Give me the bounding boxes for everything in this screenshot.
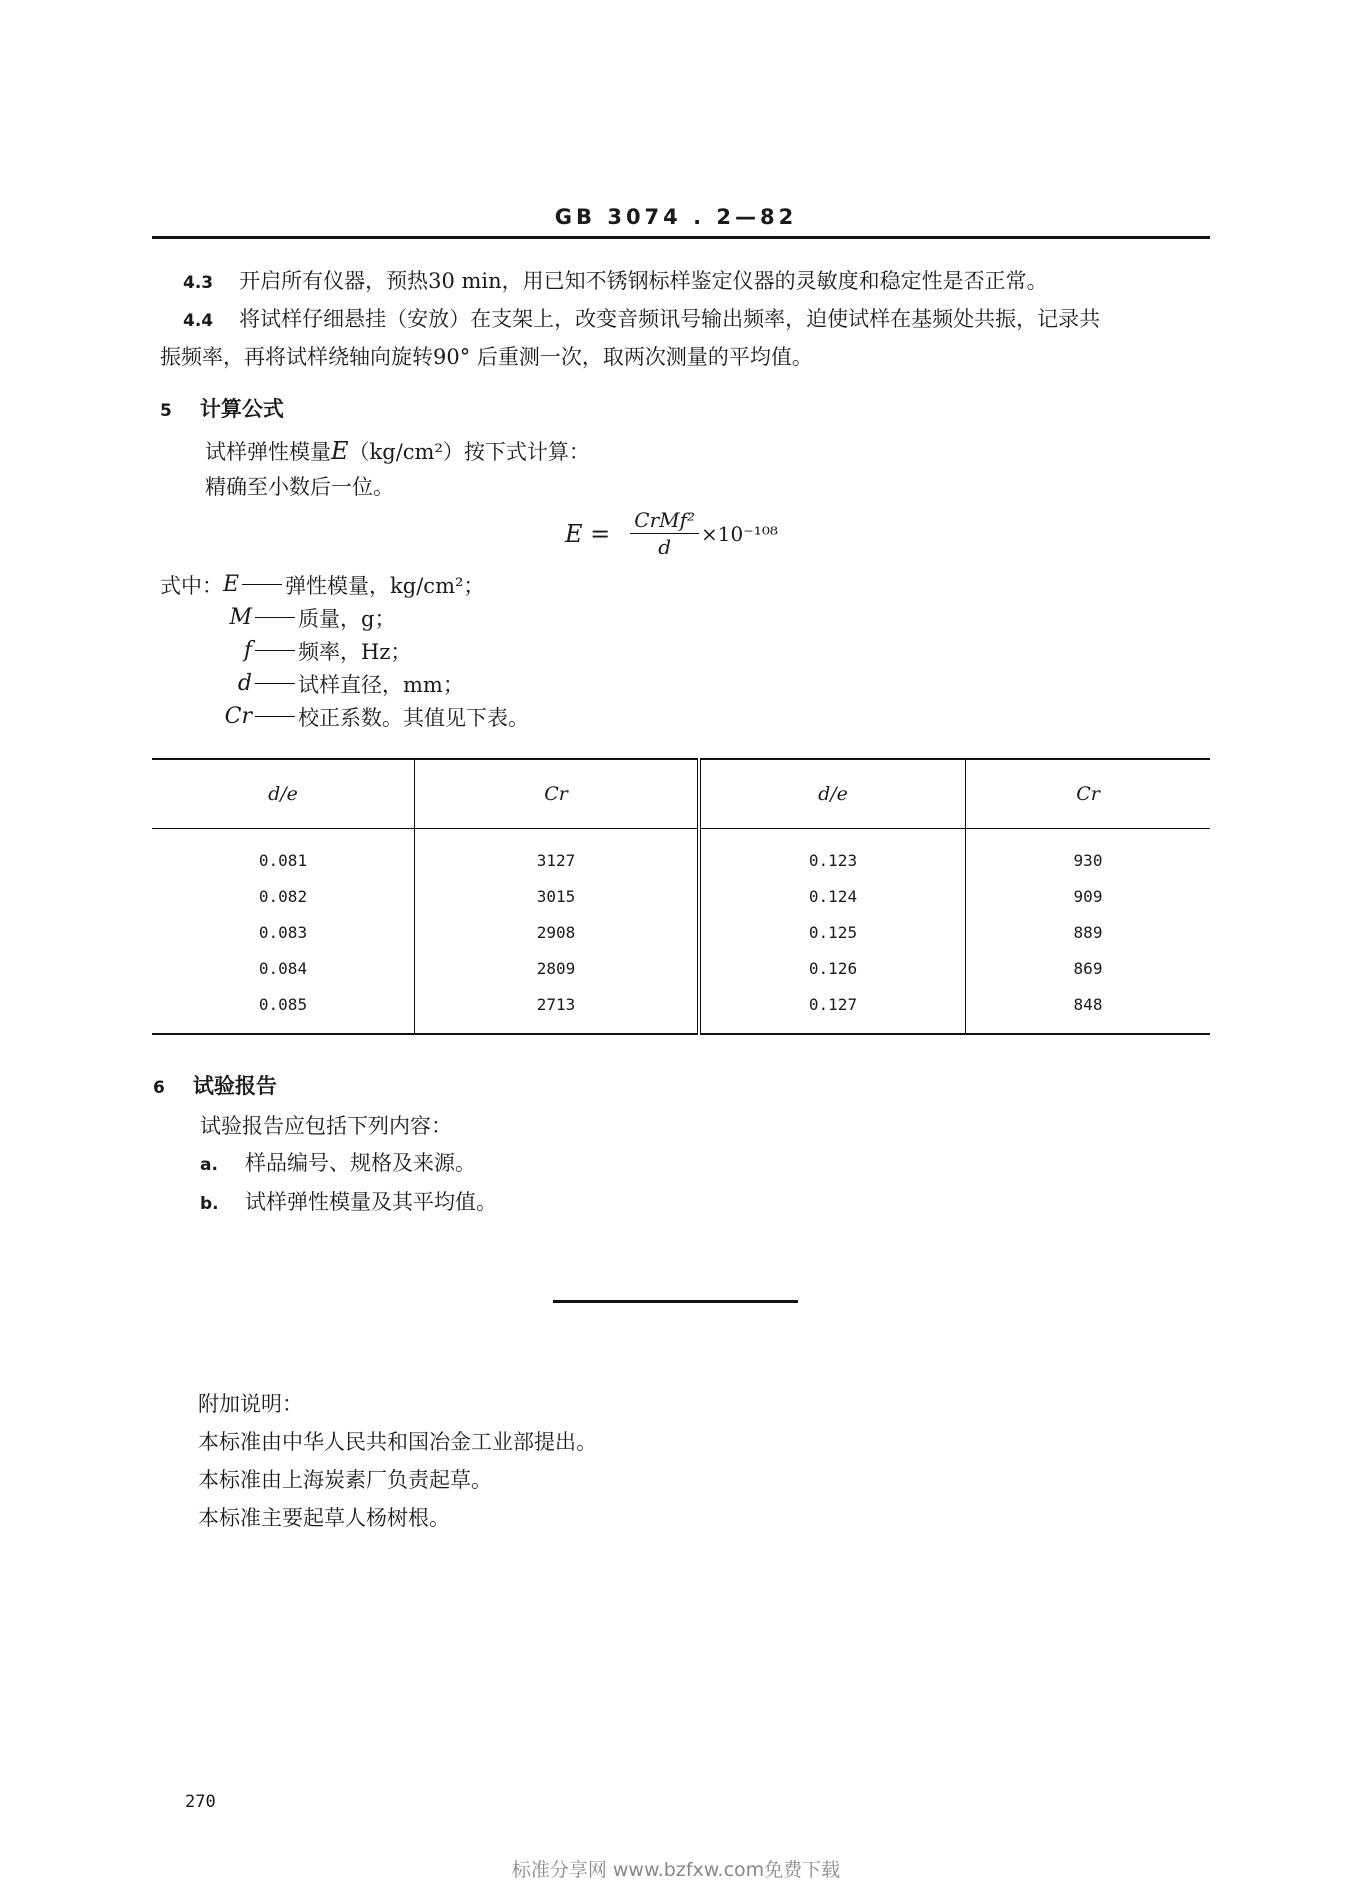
definition-dash xyxy=(255,716,295,717)
definition-text: 校正系数。其值见下表。 xyxy=(298,705,529,730)
report-contents xyxy=(200,1108,497,1223)
definition-symbol: E xyxy=(223,572,240,597)
table-row: 0.083 2908 0.125 889 xyxy=(152,914,1210,950)
definition-dash xyxy=(255,683,295,684)
symbol-definitions xyxy=(160,568,529,733)
formula-lhs: E = xyxy=(565,519,611,548)
formula-denominator: d xyxy=(658,535,672,559)
definition-symbol: f xyxy=(243,638,252,663)
notes-title: 附加说明： xyxy=(198,1392,303,1416)
definition-dash xyxy=(242,584,282,585)
table-header: d/e xyxy=(699,759,966,829)
definition-symbol: d xyxy=(237,671,252,696)
additional-notes xyxy=(198,1385,597,1537)
section-number: 6 xyxy=(153,1078,165,1098)
table-header: Cr xyxy=(415,759,700,829)
notes-line: 本标准由上海炭素厂负责起草。 xyxy=(198,1468,492,1492)
definition-row xyxy=(160,568,529,601)
section-5-precision: 精确至小数后一位。 xyxy=(205,475,394,499)
clause-text: 将试样仔细悬挂（安放）在支架上，改变音频讯号输出频率，迫使试样在基频处共振，记录共 xyxy=(239,307,1101,331)
formula-numerator: CrMf² xyxy=(630,508,699,534)
modulus-formula xyxy=(565,508,778,559)
notes-line: 本标准由中华人民共和国冶金工业部提出。 xyxy=(198,1430,597,1454)
clause-number: 4.3 xyxy=(183,273,214,293)
formula-multiplier: ×10⁻¹⁰⁸ xyxy=(701,521,778,546)
section-title-text: 试验报告 xyxy=(192,1073,277,1098)
header-rule xyxy=(152,236,1210,239)
definition-row xyxy=(160,667,529,700)
table-row: 0.084 2809 0.126 869 xyxy=(152,950,1210,986)
clause-4-4 xyxy=(183,300,1100,340)
table-row: 0.085 2713 0.127 848 xyxy=(152,986,1210,1034)
formula-fraction xyxy=(630,508,699,559)
section-6-title xyxy=(153,1070,277,1100)
table-row: 0.081 3127 0.123 930 xyxy=(152,829,1210,879)
table-header: Cr xyxy=(966,759,1211,829)
clause-number: 4.4 xyxy=(183,311,214,331)
definition-symbol: Cr xyxy=(224,704,252,729)
page-number: 270 xyxy=(185,1792,216,1812)
definition-row xyxy=(160,601,529,634)
section-separator xyxy=(553,1300,798,1303)
section-title-text: 计算公式 xyxy=(199,396,284,421)
list-item: a. 样品编号、规格及来源。 xyxy=(200,1151,476,1175)
where-label: 式中： xyxy=(160,573,223,598)
watermark: 标准分享网 www.bzfxw.com免费下载 xyxy=(511,1859,841,1881)
definition-text: 质量，g； xyxy=(298,606,396,631)
clause-text: 开启所有仪器，预热30 min，用已知不锈钢标样鉴定仪器的灵敏度和稳定性是否正常。 xyxy=(239,269,1048,293)
definition-row xyxy=(160,700,529,733)
definition-text: 试样直径，mm； xyxy=(298,672,464,697)
definition-row xyxy=(160,634,529,667)
definition-symbol: M xyxy=(229,605,252,630)
table-header-row xyxy=(152,759,1210,829)
definition-dash xyxy=(255,650,295,651)
definition-text: 频率，Hz； xyxy=(298,639,412,664)
standard-number: GB 3074 . 2—82 xyxy=(554,205,798,229)
definition-text: 弹性模量，kg/cm²； xyxy=(285,573,485,598)
report-intro: 试验报告应包括下列内容： xyxy=(200,1114,452,1138)
clause-4-4-cont: 振频率，再将试样绕轴向旋转90° 后重测一次，取两次测量的平均值。 xyxy=(160,345,813,369)
notes-line: 本标准主要起草人杨树根。 xyxy=(198,1506,450,1530)
section-5-intro: 试样弹性模量E（kg/cm²）按下式计算： xyxy=(205,437,590,465)
clause-4-3 xyxy=(183,262,1048,302)
section-number: 5 xyxy=(160,401,172,421)
definition-dash xyxy=(255,617,295,618)
section-5-title xyxy=(160,393,284,423)
list-item: b. 试样弹性模量及其平均值。 xyxy=(200,1190,497,1214)
correction-factor-table xyxy=(152,758,1210,1035)
table-header: d/e xyxy=(152,759,415,829)
table-row: 0.082 3015 0.124 909 xyxy=(152,878,1210,914)
